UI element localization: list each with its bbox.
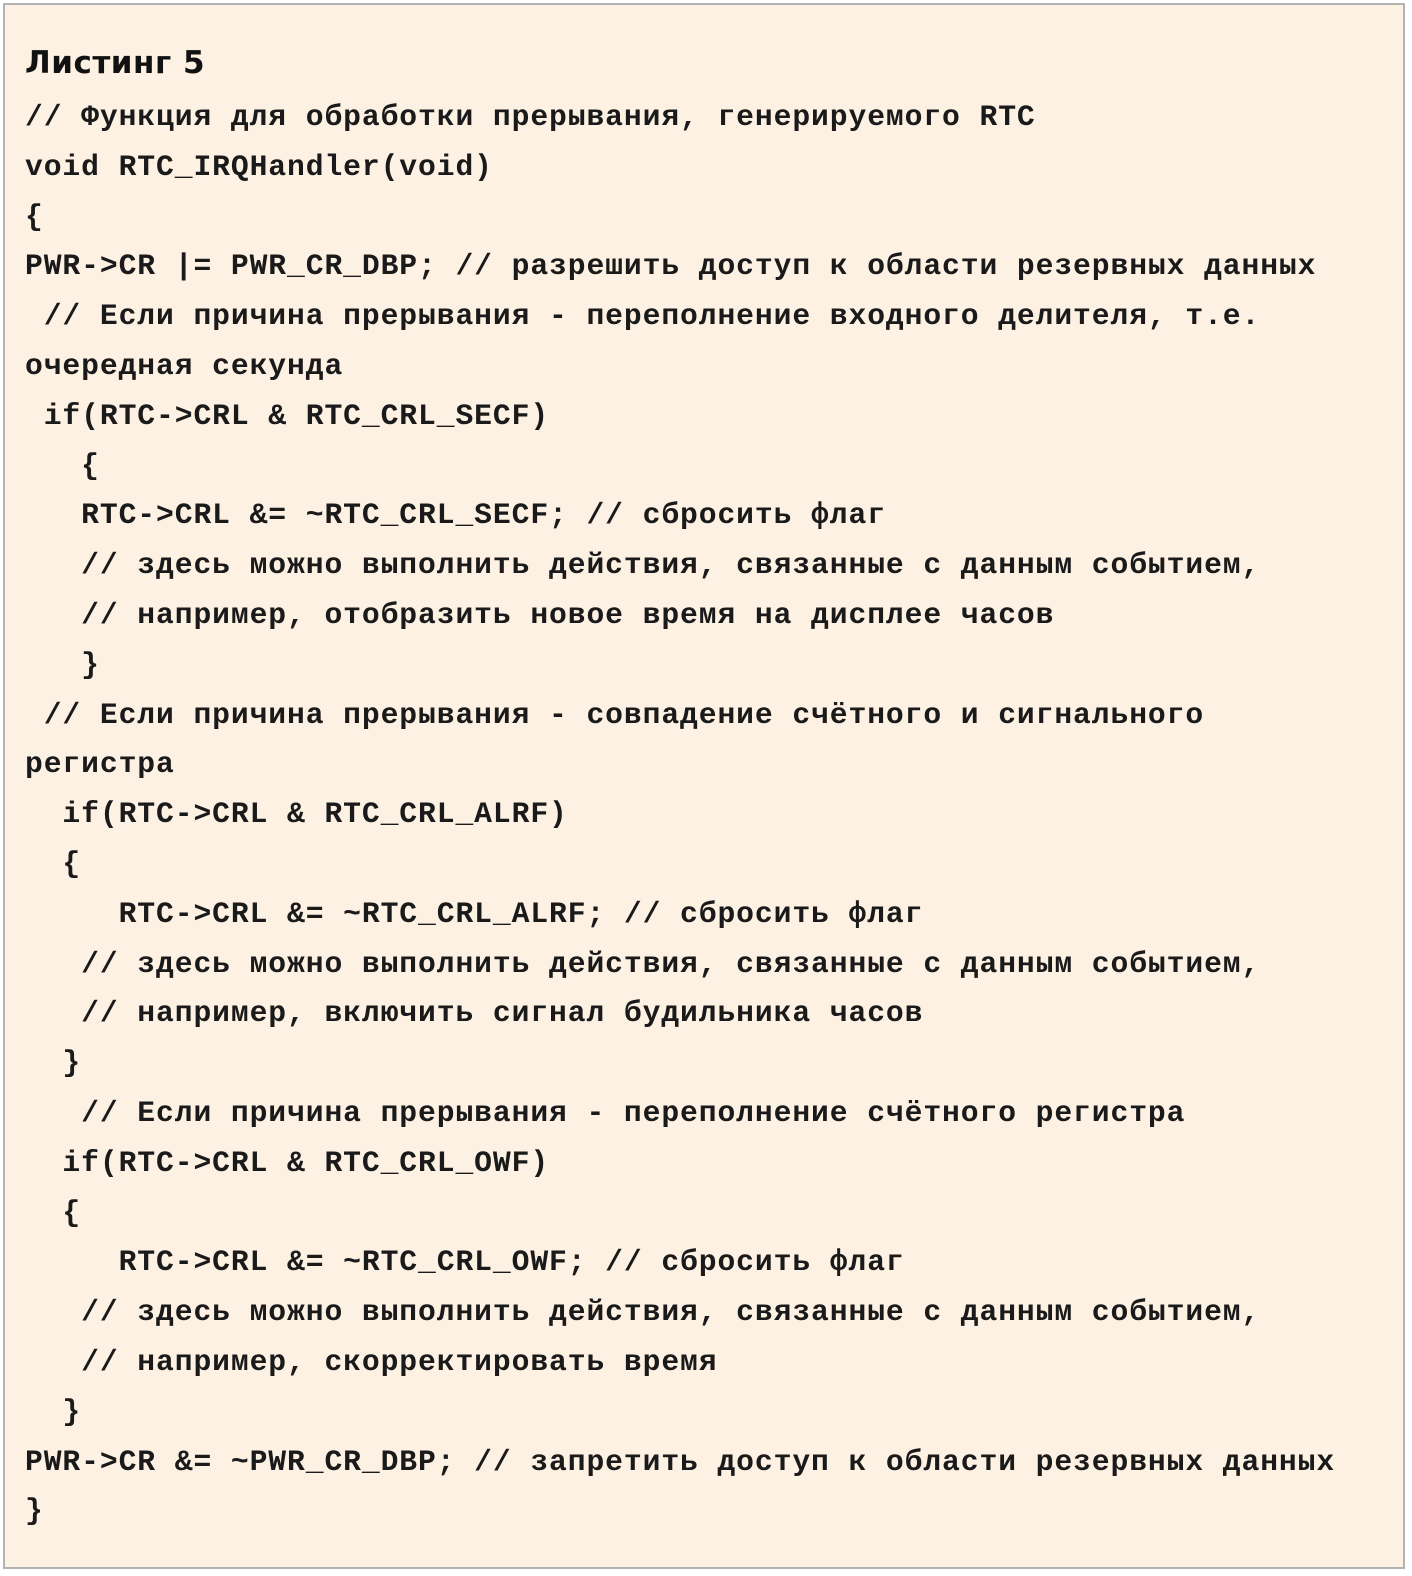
code-line: // например, отобразить новое время на дисплее часов: [25, 597, 1055, 632]
code-line: // здесь можно выполнить действия, связанные с данным событием,: [25, 946, 1261, 981]
code-line: PWR->CR |= PWR_CR_DBP; // разрешить доступ к области резервных данных: [25, 249, 1317, 284]
code-line: {: [25, 846, 82, 881]
code-line: }: [25, 1394, 82, 1429]
code-line: // здесь можно выполнить действия, связанные с данным событием,: [25, 1295, 1261, 1330]
code-line: if(RTC->CRL & RTC_CRL_ALRF): [25, 797, 568, 832]
code-line: {: [25, 1195, 82, 1230]
code-line: RTC->CRL &= ~RTC_CRL_ALRF; // сбросить флаг: [25, 896, 924, 931]
code-line: очередная секунда: [25, 348, 344, 383]
code-line: // здесь можно выполнить действия, связанные с данным событием,: [25, 548, 1261, 583]
code-line: // Если причина прерывания - совпадение счётного и сигнального: [25, 697, 1205, 732]
code-line: RTC->CRL &= ~RTC_CRL_OWF; // сбросить флаг: [25, 1245, 905, 1280]
code-line: }: [25, 1046, 82, 1081]
code-line: // Если причина прерывания - переполнение счётного регистра: [25, 1095, 1186, 1130]
code-line: if(RTC->CRL & RTC_CRL_SECF): [25, 398, 550, 433]
code-line: // например, скорректировать время: [25, 1344, 718, 1379]
code-line: if(RTC->CRL & RTC_CRL_OWF): [25, 1145, 550, 1180]
code-line: void RTC_IRQHandler(void): [25, 149, 493, 184]
code-line: }: [25, 647, 100, 682]
code-line: {: [25, 448, 100, 483]
code-listing-box: [3, 3, 1405, 1569]
code-line: RTC->CRL &= ~RTC_CRL_SECF; // сбросить флаг: [25, 498, 886, 533]
code-line: }: [25, 1494, 44, 1529]
code-line: PWR->CR &= ~PWR_CR_DBP; // запретить доступ к области резервных данных: [25, 1444, 1336, 1479]
code-block: [25, 93, 1335, 1537]
code-line: // например, включить сигнал будильника часов: [25, 996, 924, 1031]
code-line: // Функция для обработки прерывания, генерируемого RTC: [25, 100, 1036, 134]
code-line: // Если причина прерывания - переполнение входного делителя, т.е.: [25, 299, 1261, 334]
code-line: {: [25, 199, 44, 234]
code-line: регистра: [25, 747, 175, 782]
listing-title: Листинг 5: [25, 45, 206, 81]
